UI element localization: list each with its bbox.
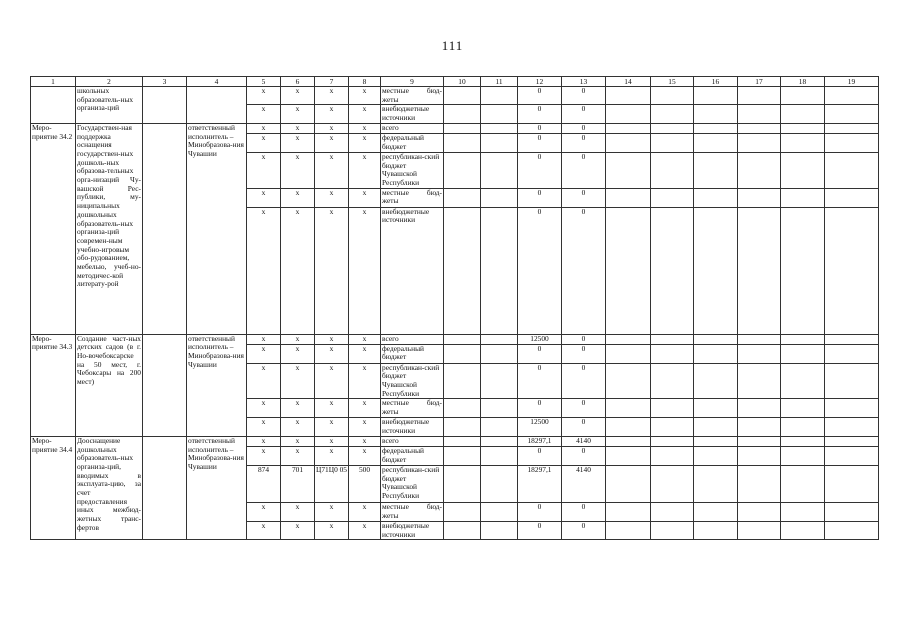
empty-cell: [444, 436, 481, 446]
empty-cell: [825, 105, 879, 123]
kbk-cell: х: [281, 436, 315, 446]
column-header-12: 12: [518, 77, 562, 87]
empty-cell: [738, 334, 781, 344]
empty-cell: [781, 87, 825, 105]
year-value-cell: 0: [562, 87, 606, 105]
funding-source-cell: местные бюд-жеты: [382, 398, 442, 417]
empty-cell: [738, 344, 781, 363]
empty-cell: [694, 87, 738, 105]
funding-source-cell: всего: [381, 334, 444, 344]
kbk-cell: х: [281, 521, 315, 539]
year-value-cell: 0: [518, 87, 562, 105]
empty-cell: [694, 465, 738, 502]
year-value-cell: 0: [562, 152, 606, 188]
empty-cell: [825, 133, 879, 152]
kbk-cell: Ц71Ц0 05: [315, 465, 349, 502]
empty-cell: [651, 123, 694, 133]
year-value-cell: 0: [518, 123, 562, 133]
empty-cell: [781, 188, 825, 207]
kbk-cell: х: [247, 521, 281, 539]
kbk-cell: х: [349, 334, 381, 344]
kbk-cell: х: [281, 344, 315, 363]
empty-cell: [606, 334, 651, 344]
kbk-cell: х: [315, 105, 349, 123]
kbk-cell: х: [349, 87, 381, 105]
kbk-cell: х: [349, 418, 381, 436]
empty-cell: [444, 418, 481, 436]
year-value-cell: 0: [562, 502, 606, 521]
empty-cell: [738, 188, 781, 207]
empty-cell: [825, 344, 879, 363]
funding-source-cell: республикан-ский бюджет Чувашской Республики: [381, 363, 444, 399]
year-value-cell: 4140: [562, 436, 606, 446]
kbk-cell: х: [349, 399, 381, 418]
empty-cell: [781, 446, 825, 465]
year-value-cell: 0: [518, 207, 562, 334]
empty-cell: [651, 418, 694, 436]
empty-cell: [738, 87, 781, 105]
empty-cell: [651, 207, 694, 334]
empty-cell: [694, 207, 738, 334]
kbk-cell: х: [349, 152, 381, 188]
kbk-cell: х: [349, 207, 381, 334]
empty-cell: [738, 399, 781, 418]
year-value-cell: 0: [518, 105, 562, 123]
empty-cell: [781, 105, 825, 123]
column-header-18: 18: [781, 77, 825, 87]
kbk-cell: х: [349, 123, 381, 133]
funding-source-cell: местные бюд-жеты: [382, 188, 442, 206]
column-header-15: 15: [651, 77, 694, 87]
empty-cell: [606, 188, 651, 207]
empty-cell: [694, 418, 738, 436]
empty-cell: [481, 399, 518, 418]
empty-cell: [825, 188, 879, 207]
executor-cell: [187, 87, 247, 124]
kbk-cell: х: [281, 399, 315, 418]
year-value-cell: 0: [518, 446, 562, 465]
kbk-cell: х: [281, 152, 315, 188]
empty-cell: [444, 152, 481, 188]
empty-cell: [825, 521, 879, 539]
empty-cell: [481, 207, 518, 334]
kbk-cell: х: [247, 87, 281, 105]
empty-cell: [481, 363, 518, 399]
empty-cell: [825, 399, 879, 418]
empty-cell: [481, 87, 518, 105]
kbk-cell: х: [315, 152, 349, 188]
empty-cell: [694, 363, 738, 399]
empty-cell: [651, 152, 694, 188]
kbk-cell: х: [281, 418, 315, 436]
kbk-cell: х: [247, 502, 281, 521]
table-header-row: [31, 77, 879, 87]
year-value-cell: 12500: [518, 334, 562, 344]
empty-cell: [694, 344, 738, 363]
year-value-cell: 12500: [518, 418, 562, 436]
empty-cell: [481, 133, 518, 152]
executor-cell: ответственный исполнитель – Минобразова-ния Чувашии: [187, 436, 247, 539]
empty-cell: [651, 133, 694, 152]
kbk-cell: х: [315, 399, 349, 418]
empty-cell: [651, 334, 694, 344]
empty-cell: [444, 87, 481, 105]
empty-cell: [481, 152, 518, 188]
kbk-cell: 500: [349, 465, 381, 502]
year-value-cell: 0: [518, 399, 562, 418]
executor-cell: ответственный исполнитель – Минобразова-ния Чувашии: [187, 123, 247, 334]
kbk-cell: х: [349, 344, 381, 363]
empty-cell: [694, 446, 738, 465]
kbk-cell: х: [247, 105, 281, 123]
empty-cell: [606, 363, 651, 399]
kbk-cell: х: [315, 207, 349, 334]
empty-cell: [606, 399, 651, 418]
table-row: [31, 87, 879, 105]
empty-cell: [781, 436, 825, 446]
year-value-cell: 0: [562, 105, 606, 123]
kbk-cell: х: [315, 363, 349, 399]
year-value-cell: 0: [562, 344, 606, 363]
empty-cell: [825, 152, 879, 188]
empty-cell: [481, 446, 518, 465]
kbk-cell: х: [281, 207, 315, 334]
empty-cell: [651, 188, 694, 207]
empty-cell: [694, 123, 738, 133]
empty-cell: [606, 133, 651, 152]
column-header-9: 9: [381, 77, 444, 87]
empty-cell: [738, 502, 781, 521]
kbk-cell: х: [281, 123, 315, 133]
empty-cell: [738, 105, 781, 123]
empty-cell: [781, 207, 825, 334]
empty-cell: [444, 363, 481, 399]
year-value-cell: 0: [518, 188, 562, 207]
empty-cell: [606, 436, 651, 446]
year-value-cell: 18297,1: [518, 465, 562, 502]
kbk-cell: х: [315, 344, 349, 363]
kbk-cell: х: [247, 399, 281, 418]
empty-cell: [444, 207, 481, 334]
empty-cell: [481, 334, 518, 344]
empty-cell: [444, 105, 481, 123]
kbk-cell: х: [247, 152, 281, 188]
kbk-cell: 701: [281, 465, 315, 502]
funding-source-cell: внебюджетные источники: [381, 207, 444, 334]
kbk-cell: х: [349, 502, 381, 521]
column-header-8: 8: [349, 77, 381, 87]
kbk-cell: х: [281, 334, 315, 344]
empty-cell: [825, 123, 879, 133]
empty-cell: [606, 446, 651, 465]
kbk-cell: х: [247, 436, 281, 446]
funding-source-cell: федеральный бюджет: [381, 344, 444, 363]
empty-cell: [825, 446, 879, 465]
kbk-cell: х: [315, 418, 349, 436]
empty-cell: [825, 465, 879, 502]
year-value-cell: 0: [518, 344, 562, 363]
kbk-cell: х: [247, 188, 281, 207]
kbk-cell: х: [281, 87, 315, 105]
year-value-cell: 18297,1: [518, 436, 562, 446]
empty-cell: [606, 418, 651, 436]
kbk-cell: х: [247, 344, 281, 363]
empty-cell: [781, 465, 825, 502]
table-row: [31, 334, 879, 344]
column-header-16: 16: [694, 77, 738, 87]
empty-cell: [738, 465, 781, 502]
kbk-cell: х: [281, 188, 315, 207]
measure-name-cell: Дооснащение дошкольных образователь-ных организа-ций, вводимых в эксплуата-цию, за счет предоставления иных межбюд-жетных транс-фертов: [76, 436, 143, 539]
table-row: [31, 436, 879, 446]
kbk-cell: х: [281, 446, 315, 465]
year-value-cell: 0: [562, 418, 606, 436]
kbk-cell: х: [247, 123, 281, 133]
kbk-cell: 874: [247, 465, 281, 502]
coexecutor-cell: [143, 123, 187, 334]
kbk-cell: х: [349, 446, 381, 465]
empty-cell: [738, 436, 781, 446]
column-header-13: 13: [562, 77, 606, 87]
column-header-3: 3: [143, 77, 187, 87]
empty-cell: [444, 502, 481, 521]
empty-cell: [694, 188, 738, 207]
empty-cell: [781, 152, 825, 188]
kbk-cell: х: [247, 133, 281, 152]
empty-cell: [781, 334, 825, 344]
empty-cell: [606, 152, 651, 188]
kbk-cell: х: [281, 502, 315, 521]
empty-cell: [781, 521, 825, 539]
kbk-cell: х: [349, 436, 381, 446]
measure-code-cell: [31, 87, 76, 124]
year-value-cell: 0: [562, 207, 606, 334]
year-value-cell: 0: [518, 521, 562, 539]
empty-cell: [606, 502, 651, 521]
year-value-cell: 0: [562, 399, 606, 418]
table-row: [31, 123, 879, 133]
empty-cell: [738, 446, 781, 465]
funding-source-cell: внебюджетные источники: [381, 521, 444, 539]
empty-cell: [606, 465, 651, 502]
empty-cell: [651, 363, 694, 399]
empty-cell: [444, 521, 481, 539]
empty-cell: [781, 133, 825, 152]
kbk-cell: х: [315, 446, 349, 465]
funding-source-cell: республикан-ский бюджет Чувашской Республики: [381, 152, 444, 188]
year-value-cell: 0: [518, 363, 562, 399]
empty-cell: [444, 133, 481, 152]
empty-cell: [444, 399, 481, 418]
kbk-cell: х: [281, 133, 315, 152]
funding-source-cell: всего: [381, 123, 444, 133]
empty-cell: [444, 344, 481, 363]
funding-source-cell: федеральный бюджет: [381, 133, 444, 152]
column-header-17: 17: [738, 77, 781, 87]
empty-cell: [481, 188, 518, 207]
empty-cell: [651, 436, 694, 446]
empty-cell: [444, 188, 481, 207]
kbk-cell: х: [247, 446, 281, 465]
empty-cell: [694, 399, 738, 418]
kbk-cell: х: [247, 363, 281, 399]
empty-cell: [481, 502, 518, 521]
empty-cell: [481, 123, 518, 133]
kbk-cell: х: [315, 436, 349, 446]
empty-cell: [825, 436, 879, 446]
measure-code-cell: Меро-приятие 34.3: [31, 334, 76, 436]
empty-cell: [481, 436, 518, 446]
kbk-cell: х: [315, 334, 349, 344]
measure-code-cell: Меро-приятие 34.2: [31, 123, 76, 334]
empty-cell: [651, 446, 694, 465]
kbk-cell: х: [247, 418, 281, 436]
funding-source-cell: внебюджетные источники: [381, 418, 444, 436]
funding-source-cell: местные бюд-жеты: [382, 86, 442, 104]
empty-cell: [481, 105, 518, 123]
empty-cell: [781, 344, 825, 363]
coexecutor-cell: [143, 436, 187, 539]
executor-cell: ответственный исполнитель – Минобразова-ния Чувашии: [187, 334, 247, 436]
empty-cell: [825, 334, 879, 344]
kbk-cell: х: [349, 188, 381, 207]
empty-cell: [651, 105, 694, 123]
year-value-cell: 4140: [562, 465, 606, 502]
empty-cell: [825, 502, 879, 521]
empty-cell: [825, 207, 879, 334]
empty-cell: [481, 344, 518, 363]
measure-name-cell: Государствен-ная поддержка оснащения государствен-ных дошколь-ных образова-тельных орга-низаций Чу-вашской Рес-публики, му-ниципальных дошкольных образователь-ных организа-ций современ-ным учебно-игровым обо-рудованием, мебелью, учеб-но-методичес-кой литерату-рой: [76, 123, 143, 334]
column-header-5: 5: [247, 77, 281, 87]
empty-cell: [825, 363, 879, 399]
empty-cell: [444, 446, 481, 465]
coexecutor-cell: [143, 87, 187, 124]
empty-cell: [781, 123, 825, 133]
kbk-cell: х: [315, 133, 349, 152]
column-header-6: 6: [281, 77, 315, 87]
kbk-cell: х: [281, 363, 315, 399]
funding-source-cell: федеральный бюджет: [381, 446, 444, 465]
kbk-cell: х: [349, 521, 381, 539]
coexecutor-cell: [143, 334, 187, 436]
column-header-2: 2: [76, 77, 143, 87]
empty-cell: [781, 399, 825, 418]
empty-cell: [606, 521, 651, 539]
empty-cell: [481, 521, 518, 539]
empty-cell: [606, 207, 651, 334]
measure-name-cell: школьных образователь-ных организа-ций: [76, 87, 143, 124]
empty-cell: [606, 105, 651, 123]
empty-cell: [651, 399, 694, 418]
empty-cell: [651, 344, 694, 363]
measure-code-cell: Меро-приятие 34.4: [31, 436, 76, 539]
kbk-cell: х: [315, 123, 349, 133]
empty-cell: [825, 87, 879, 105]
empty-cell: [694, 502, 738, 521]
kbk-cell: х: [349, 133, 381, 152]
column-header-10: 10: [444, 77, 481, 87]
funding-source-cell: местные бюд-жеты: [382, 502, 442, 520]
year-value-cell: 0: [518, 133, 562, 152]
empty-cell: [738, 521, 781, 539]
kbk-cell: х: [247, 334, 281, 344]
empty-cell: [694, 152, 738, 188]
empty-cell: [738, 363, 781, 399]
funding-source-cell: республикан-ский бюджет Чувашской Республики: [381, 465, 444, 502]
empty-cell: [781, 502, 825, 521]
empty-cell: [481, 465, 518, 502]
empty-cell: [481, 418, 518, 436]
funding-source-cell: всего: [381, 436, 444, 446]
empty-cell: [694, 436, 738, 446]
column-header-1: 1: [31, 77, 76, 87]
column-header-4: 4: [187, 77, 247, 87]
funding-source-cell: внебюджетные источники: [381, 105, 444, 123]
empty-cell: [651, 502, 694, 521]
empty-cell: [694, 334, 738, 344]
empty-cell: [738, 152, 781, 188]
column-header-7: 7: [315, 77, 349, 87]
empty-cell: [825, 418, 879, 436]
kbk-cell: х: [247, 207, 281, 334]
kbk-cell: х: [349, 105, 381, 123]
empty-cell: [738, 123, 781, 133]
empty-cell: [738, 133, 781, 152]
kbk-cell: х: [315, 87, 349, 105]
year-value-cell: 0: [562, 363, 606, 399]
program-table: [30, 76, 879, 540]
empty-cell: [651, 465, 694, 502]
empty-cell: [694, 521, 738, 539]
year-value-cell: 0: [562, 123, 606, 133]
year-value-cell: 0: [562, 446, 606, 465]
column-header-11: 11: [481, 77, 518, 87]
empty-cell: [781, 363, 825, 399]
column-header-19: 19: [825, 77, 879, 87]
year-value-cell: 0: [562, 521, 606, 539]
column-header-14: 14: [606, 77, 651, 87]
empty-cell: [606, 87, 651, 105]
empty-cell: [651, 521, 694, 539]
empty-cell: [738, 418, 781, 436]
kbk-cell: х: [349, 363, 381, 399]
empty-cell: [444, 465, 481, 502]
page-number: 111: [441, 38, 464, 53]
empty-cell: [606, 123, 651, 133]
kbk-cell: х: [315, 521, 349, 539]
empty-cell: [738, 207, 781, 334]
empty-cell: [694, 105, 738, 123]
empty-cell: [694, 133, 738, 152]
year-value-cell: 0: [562, 133, 606, 152]
kbk-cell: х: [315, 502, 349, 521]
kbk-cell: х: [315, 188, 349, 207]
empty-cell: [606, 344, 651, 363]
empty-cell: [444, 123, 481, 133]
year-value-cell: 0: [518, 502, 562, 521]
empty-cell: [444, 334, 481, 344]
empty-cell: [651, 87, 694, 105]
year-value-cell: 0: [562, 334, 606, 344]
empty-cell: [781, 418, 825, 436]
measure-name-cell: Создание част-ных детских садов (в г. Но-вочебоксарске на 50 мест, г. Чебоксары на 200 мест): [76, 334, 143, 436]
kbk-cell: х: [281, 105, 315, 123]
year-value-cell: 0: [562, 188, 606, 207]
year-value-cell: 0: [518, 152, 562, 188]
